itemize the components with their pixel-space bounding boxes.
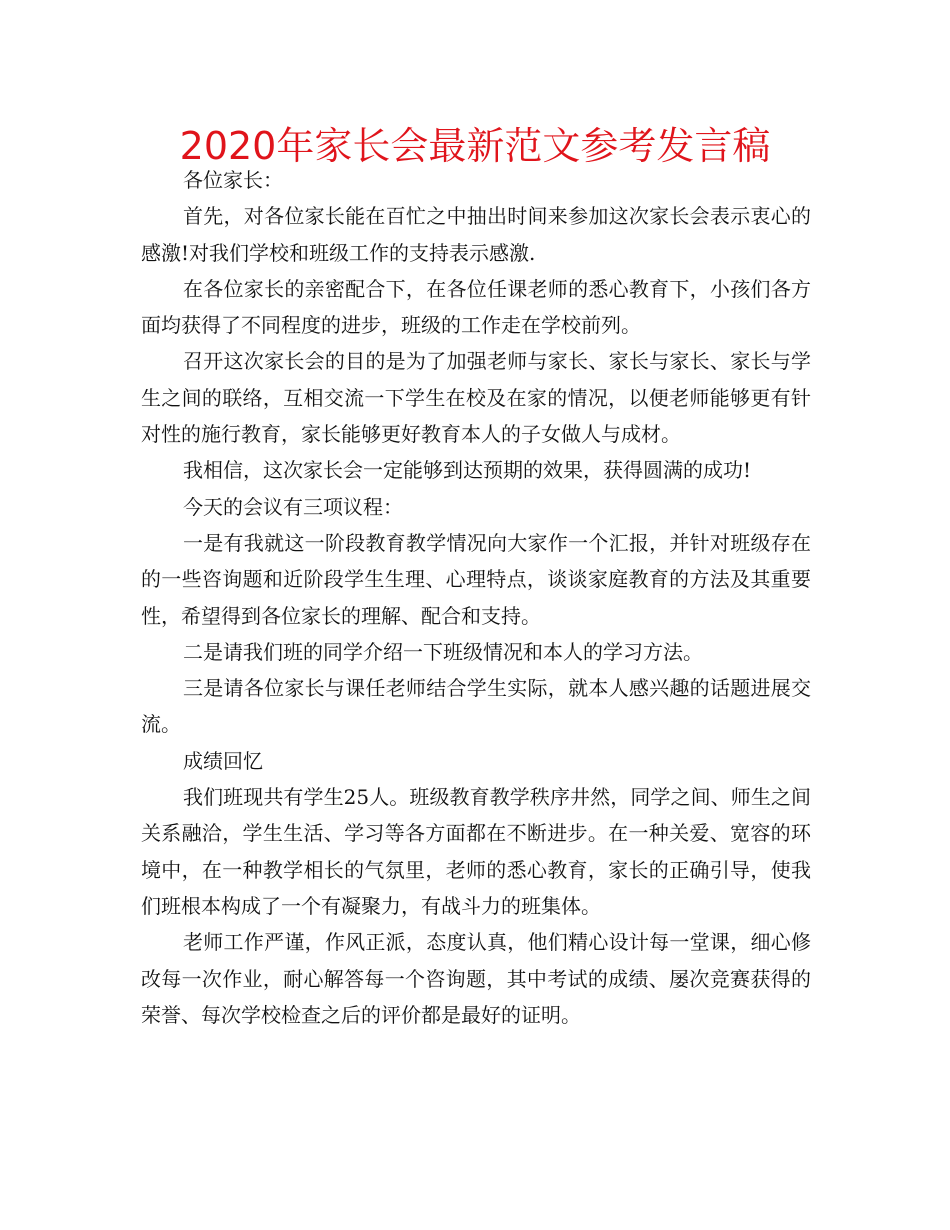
agenda-item: 二是请我们班的同学介绍一下班级情况和本人的学习方法。 [183, 639, 703, 664]
document-title: 2020年家长会最新范文参考发言稿 [179, 124, 771, 168]
section-heading: 成绩回忆 [183, 748, 263, 773]
agenda-item: 一是有我就这一阶段教育教学情况向大家作一个汇报，并针对班级存在的一些咨询题和近阶段学生生理、心理特点，谈谈家庭教育的方法及其重要性，希望得到各位家长的理解、配合和支持。 [141, 530, 811, 628]
paragraph-salutation: 各位家长： [183, 168, 283, 192]
paragraph: 我们班现共有学生25人。班级教育教学秩序井然，同学之间、师生之间关系融洽，学生生活、学习等各方面都在不断进步。在一种关爱、宽容的环境中，在一种教学相长的气氛里，老师的悉心教育，家长的正确引导，使我们班根本构成了一个有凝聚力，有战斗力的班集体。 [141, 785, 811, 918]
paragraph: 首先，对各位家长能在百忙之中抽出时间来参加这次家长会表示衷心的感激!对我们学校和班级工作的支持表示感激. [141, 204, 811, 265]
agenda-item: 三是请各位家长与课任老师结合学生实际，就本人感兴趣的话题进展交流。 [141, 676, 811, 737]
paragraph: 在各位家长的亲密配合下，在各位任课老师的悉心教育下，小孩们各方面均获得了不同程度的进步，班级的工作走在学校前列。 [141, 276, 811, 338]
paragraph: 召开这次家长会的目的是为了加强老师与家长、家长与家长、家长与学生之间的联络，互相交流一下学生在校及在家的情况，以便老师能够更有针对性的施行教育，家长能够更好教育本人的子女做人与成材。 [141, 349, 811, 447]
paragraph: 今天的会议有三项议程： [183, 494, 403, 519]
document-body [141, 162, 811, 1033]
paragraph: 我相信，这次家长会一定能够到达预期的效果，获得圆满的成功! [183, 458, 752, 483]
paragraph: 老师工作严谨，作风正派，态度认真，他们精心设计每一堂课，细心修改每一次作业，耐心解答每一个咨询题，其中考试的成绩、屡次竞赛获得的荣誉、每次学校检查之后的评价都是最好的证明。 [141, 930, 811, 1027]
